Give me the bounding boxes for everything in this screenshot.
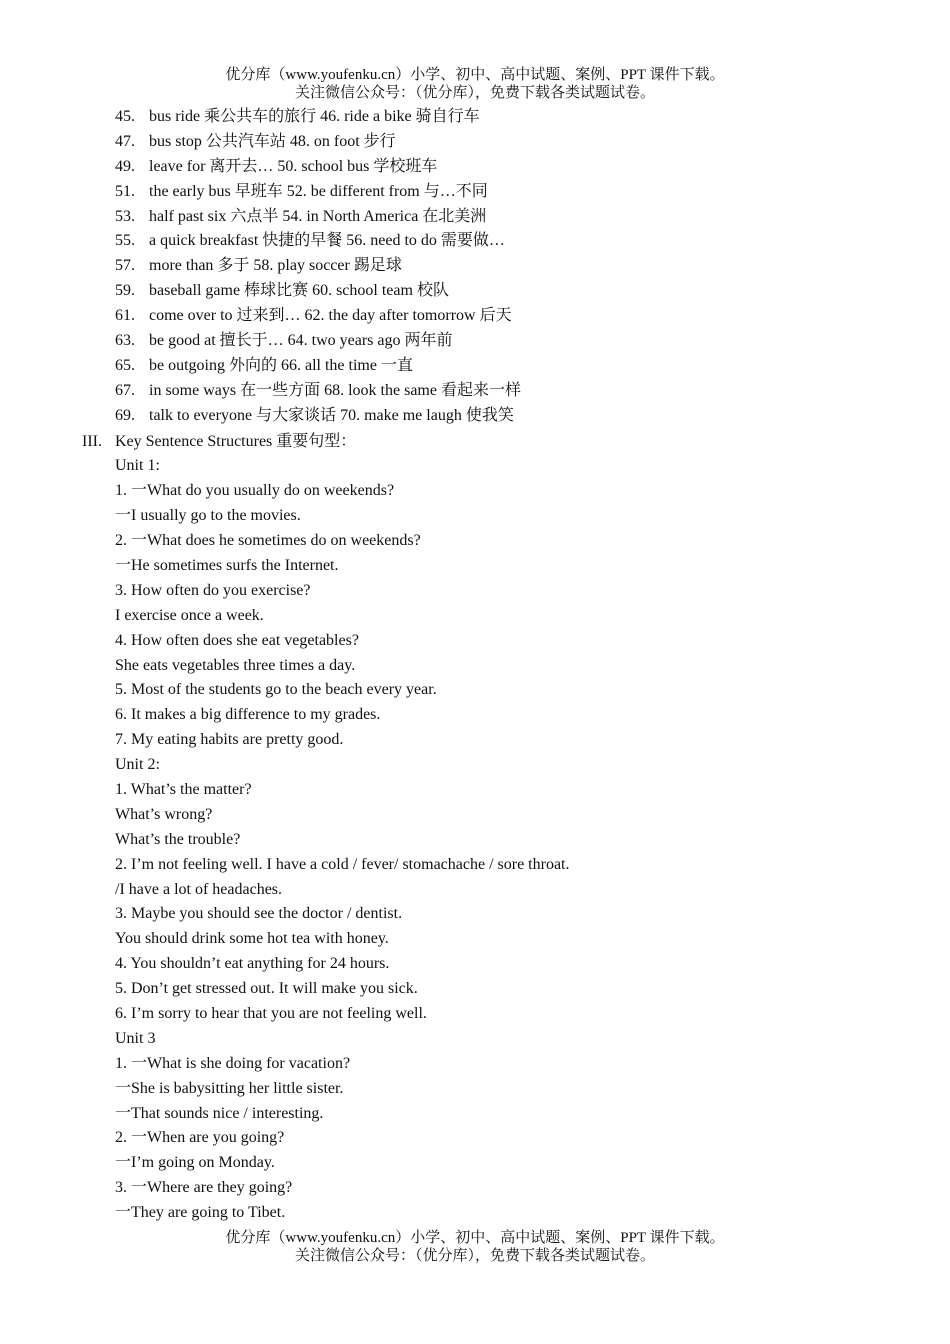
list-item: [0, 254, 950, 279]
unit-heading: Unit 2:: [115, 756, 160, 774]
section-title: Key Sentence Structures 重要句型：: [115, 432, 357, 450]
item-number: 55.: [115, 232, 135, 250]
item-number: 51.: [115, 182, 135, 200]
text-line: 4. How often does she eat vegetables?: [115, 631, 359, 649]
item-text: in some ways 在一些方面 68. look the same 看起来一样: [149, 381, 521, 399]
text-line: 一I usually go to the movies.: [115, 507, 301, 525]
header-line-1: 优分库（www.youfenku.cn）小学、初中、高中试题、案例、PPT 课件下载。: [225, 67, 725, 83]
item-text: more than 多于 58. play soccer 踢足球: [149, 257, 402, 275]
list-item: [0, 229, 950, 254]
item-text: baseball game 棒球比赛 60. school team 校队: [149, 282, 449, 300]
text-line: 2. 一When are you going?: [115, 1129, 285, 1147]
item-number: 45.: [115, 108, 135, 125]
list-item: [0, 304, 950, 329]
header-line-2: 关注微信公众号：（优分库），免费下载各类试题试卷。: [294, 85, 655, 101]
page-footer: [0, 1229, 950, 1265]
item-text: a quick breakfast 快捷的早餐 56. need to do 需要做…: [149, 232, 505, 250]
text-line: 3. 一Where are they going?: [115, 1179, 293, 1197]
list-item: [0, 105, 950, 130]
text-line: She eats vegetables three times a day.: [115, 656, 356, 674]
unit-heading: Unit 1:: [115, 457, 160, 475]
item-number: 47.: [115, 132, 135, 150]
sentence-structures: [115, 454, 915, 1226]
text-line: 5. Most of the students go to the beach every year.: [115, 681, 437, 699]
text-line: 6. It makes a big difference to my grades.: [115, 706, 381, 724]
text-line: 1. 一What do you usually do on weekends?: [115, 482, 395, 500]
list-item: [0, 404, 950, 429]
text-line: You should drink some hot tea with honey.: [115, 930, 389, 948]
section-number: III.: [82, 432, 102, 450]
item-text: talk to everyone 与大家谈话 70. make me laugh 使我笑: [149, 406, 514, 424]
item-number: 53.: [115, 207, 135, 225]
list-item: [0, 279, 950, 304]
item-text: be outgoing 外向的 66. all the time 一直: [149, 356, 413, 374]
item-number: 65.: [115, 356, 135, 374]
list-item: [0, 354, 950, 379]
text-line: 7. My eating habits are pretty good.: [115, 731, 344, 749]
footer-line-2: 关注微信公众号：（优分库），免费下载各类试题试卷。: [294, 1248, 655, 1264]
item-number: 69.: [115, 406, 135, 424]
text-line: 2. 一What does he sometimes do on weekends?: [115, 532, 421, 550]
text-line: 2. I’m not feeling well. I have a cold / fever/ stomachache / sore throat.: [115, 855, 570, 873]
item-text: bus ride 乘公共车的旅行 46. ride a bike 骑自行车: [149, 108, 480, 125]
list-item: [0, 205, 950, 230]
list-item: [0, 329, 950, 354]
text-line: What’s the trouble?: [115, 830, 241, 848]
text-line: I exercise once a week.: [115, 606, 264, 624]
list-item: [0, 180, 950, 205]
list-item: [0, 379, 950, 404]
text-line: 一That sounds nice / interesting.: [115, 1104, 324, 1122]
item-text: be good at 擅长于… 64. two years ago 两年前: [149, 332, 453, 350]
text-line: 一They are going to Tibet.: [115, 1204, 286, 1222]
item-number: 63.: [115, 332, 135, 350]
item-number: 59.: [115, 282, 135, 300]
item-text: the early bus 早班车 52. be different from 与…不同: [149, 182, 488, 200]
footer-line-1: 优分库（www.youfenku.cn）小学、初中、高中试题、案例、PPT 课件下载。: [225, 1230, 725, 1246]
item-text: half past six 六点半 54. in North America 在北美洲: [149, 207, 487, 225]
text-line: /I have a lot of headaches.: [115, 880, 283, 898]
vocabulary-list: [0, 105, 950, 429]
list-item: [0, 130, 950, 155]
text-line: 一I’m going on Monday.: [115, 1154, 275, 1172]
text-line: 1. What’s the matter?: [115, 780, 252, 798]
text-line: 3. Maybe you should see the doctor / dentist.: [115, 905, 403, 923]
text-line: 3. How often do you exercise?: [115, 581, 311, 599]
list-item: [0, 155, 950, 180]
item-text: bus stop 公共汽车站 48. on foot 步行: [149, 132, 396, 150]
item-text: leave for 离开去… 50. school bus 学校班车: [149, 157, 438, 175]
text-line: 一She is babysitting her little sister.: [115, 1079, 344, 1097]
text-line: 一He sometimes surfs the Internet.: [115, 556, 339, 574]
text-line: 6. I’m sorry to hear that you are not feeling well.: [115, 1004, 427, 1022]
unit-heading: Unit 3: [115, 1029, 156, 1047]
item-number: 67.: [115, 381, 135, 399]
item-number: 61.: [115, 307, 135, 325]
item-text: come over to 过来到… 62. the day after tomorrow 后天: [149, 307, 512, 325]
page-header: [0, 66, 950, 102]
text-line: 4. You shouldn’t eat anything for 24 hours.: [115, 955, 390, 973]
text-line: 1. 一What is she doing for vacation?: [115, 1054, 351, 1072]
text-line: 5. Don’t get stressed out. It will make you sick.: [115, 980, 418, 998]
section-heading: [0, 430, 950, 455]
text-line: What’s wrong?: [115, 805, 213, 823]
item-number: 57.: [115, 257, 135, 275]
item-number: 49.: [115, 157, 135, 175]
